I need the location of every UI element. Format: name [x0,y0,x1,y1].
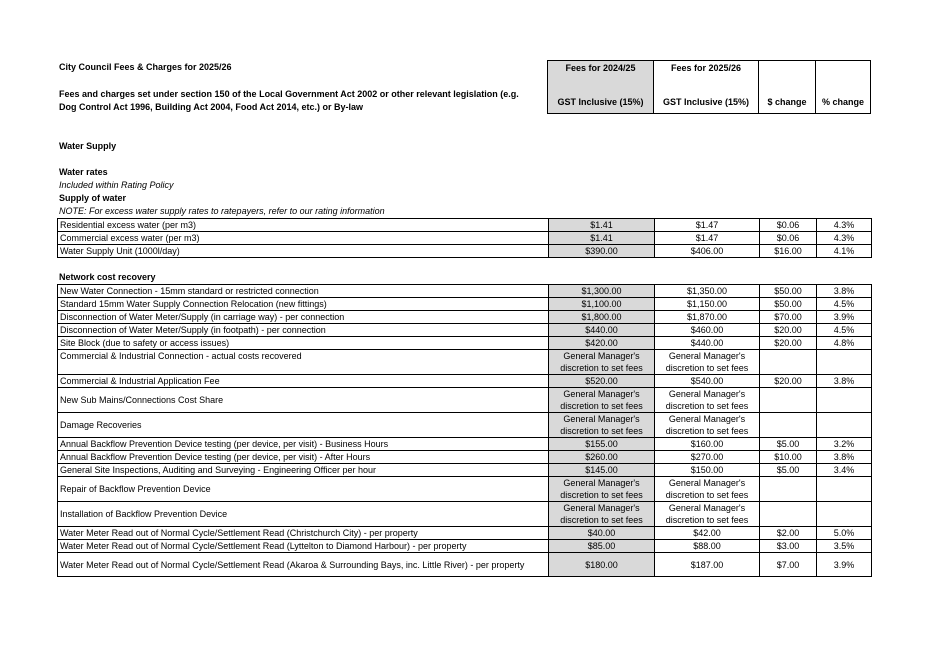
column-header-dollar-change [759,61,816,114]
fee-2025-cell: $42.00 [655,527,760,540]
gm-discretion-line2: discretion to set fees [560,515,643,525]
fee-2025-cell: $88.00 [655,540,760,553]
gm-discretion-line1: General Manager's [668,414,746,424]
fee-2025-cell: $406.00 [655,245,760,258]
row-description: Annual Backflow Prevention Device testing (per device, per visit) - Business Hours [58,438,549,451]
page-subtitle-line1: Fees and charges set under section 150 of the Local Government Act 2002 or other relevant legislation (e.g. [59,89,519,99]
column-header-fees-2024-gst: GST Inclusive (15%) [557,97,644,107]
fee-2025-cell [655,477,760,502]
percent-change-cell [817,477,872,502]
fee-2025-cell: $440.00 [655,337,760,350]
dollar-change-cell: $50.00 [760,298,817,311]
fee-2024-cell [549,388,655,413]
row-description: Repair of Backflow Prevention Device [58,477,549,502]
fee-2024-cell: $180.00 [549,553,655,577]
row-description: Water Meter Read out of Normal Cycle/Settlement Read (Lyttelton to Diamond Harbour) - per property [58,540,549,553]
percent-change-cell: 3.8% [817,285,872,298]
column-header-dollar-change-label: $ change [767,97,807,107]
gm-discretion-line2: discretion to set fees [665,515,749,525]
table-row [58,324,872,337]
fee-2024-cell: $85.00 [549,540,655,553]
column-header-percent-change [816,61,871,114]
row-description: New Sub Mains/Connections Cost Share [58,388,549,413]
gm-discretion-line2: discretion to set fees [665,363,749,373]
dollar-change-cell [760,502,817,527]
table-row [58,553,872,577]
gm-discretion-line1: General Manager's [668,503,746,513]
fee-2025-cell: $1.47 [655,232,760,245]
dollar-change-cell: $7.00 [760,553,817,577]
percent-change-cell: 3.5% [817,540,872,553]
dollar-change-cell [760,477,817,502]
fee-2025-cell: $150.00 [655,464,760,477]
row-description: Commercial & Industrial Connection - actual costs recovered [58,350,549,375]
fee-2024-cell: $420.00 [549,337,655,350]
table-row [58,232,872,245]
column-header-percent-change-label: % change [821,97,864,107]
table-row [58,540,872,553]
gm-discretion-line1: General Manager's [668,351,746,361]
table-row [58,285,872,298]
percent-change-cell: 4.8% [817,337,872,350]
percent-change-cell: 5.0% [817,527,872,540]
gm-discretion-line1: General Manager's [668,478,746,488]
fee-2024-cell: $440.00 [549,324,655,337]
row-description: Residential excess water (per m3) [58,219,549,232]
row-description: Water Meter Read out of Normal Cycle/Settlement Read (Christchurch City) - per property [58,527,549,540]
row-description: Water Meter Read out of Normal Cycle/Settlement Read (Akaroa & Surrounding Bays, inc. Little River) - per property [58,553,549,577]
percent-change-cell: 3.9% [817,553,872,577]
fee-2024-cell [549,502,655,527]
fee-2024-cell: $155.00 [549,438,655,451]
fee-2025-cell [655,413,760,438]
gm-discretion-line1: General Manager's [563,351,640,361]
table-row [58,375,872,388]
dollar-change-cell: $50.00 [760,285,817,298]
fee-2024-cell: $1.41 [549,219,655,232]
percent-change-cell: 4.5% [817,298,872,311]
gm-discretion-line2: discretion to set fees [560,490,643,500]
row-description: Site Block (due to safety or access issues) [58,337,549,350]
fee-2025-cell: $1.47 [655,219,760,232]
table-row [58,337,872,350]
fee-2025-cell: $270.00 [655,451,760,464]
gm-discretion-line1: General Manager's [563,414,640,424]
gm-discretion-line1: General Manager's [563,389,640,399]
fee-2024-cell: $145.00 [549,464,655,477]
fee-2024-cell: $1,100.00 [549,298,655,311]
table-row [58,502,872,527]
gm-discretion-line2: discretion to set fees [560,426,643,436]
fee-2024-cell: $390.00 [549,245,655,258]
fee-2025-cell: $160.00 [655,438,760,451]
dollar-change-cell: $5.00 [760,464,817,477]
row-description: Standard 15mm Water Supply Connection Relocation (new fittings) [58,298,549,311]
percent-change-cell: 4.1% [817,245,872,258]
row-description: General Site Inspections, Auditing and Surveying - Engineering Officer per hour [58,464,549,477]
row-description: Water Supply Unit (1000l/day) [58,245,549,258]
fee-2025-cell: $540.00 [655,375,760,388]
row-description: Commercial & Industrial Application Fee [58,375,549,388]
dollar-change-cell: $16.00 [760,245,817,258]
page-title: City Council Fees & Charges for 2025/26 [59,62,232,72]
row-description: Disconnection of Water Meter/Supply (in footpath) - per connection [58,324,549,337]
fee-2025-cell [655,350,760,375]
dollar-change-cell: $20.00 [760,337,817,350]
dollar-change-cell: $0.06 [760,219,817,232]
network-cost-table [57,284,872,577]
dollar-change-cell: $5.00 [760,438,817,451]
percent-change-cell: 3.9% [817,311,872,324]
dollar-change-cell [760,388,817,413]
dollar-change-cell: $3.00 [760,540,817,553]
fee-2024-cell: $1,800.00 [549,311,655,324]
section-heading: Water Supply [59,141,117,151]
supply-of-water-heading: Supply of water [59,193,127,203]
fee-2025-cell [655,502,760,527]
row-description: Commercial excess water (per m3) [58,232,549,245]
dollar-change-cell [760,350,817,375]
fee-2025-cell [655,388,760,413]
percent-change-cell [817,388,872,413]
fee-2024-cell: $1.41 [549,232,655,245]
column-header-fees-2025-gst: GST Inclusive (15%) [662,97,750,107]
gm-discretion-line2: discretion to set fees [665,401,749,411]
row-description: Annual Backflow Prevention Device testing (per device, per visit) - After Hours [58,451,549,464]
supply-of-water-table [57,218,872,258]
gm-discretion-line2: discretion to set fees [560,401,643,411]
percent-change-cell: 4.5% [817,324,872,337]
table-row [58,350,872,375]
fee-2025-cell: $187.00 [655,553,760,577]
fee-2024-cell: $520.00 [549,375,655,388]
percent-change-cell [817,502,872,527]
percent-change-cell: 3.8% [817,375,872,388]
table-row [58,438,872,451]
table-row [58,451,872,464]
gm-discretion-line2: discretion to set fees [665,426,749,436]
table-row [58,388,872,413]
column-header-table [547,60,871,114]
gm-discretion-line2: discretion to set fees [560,363,643,373]
row-description: New Water Connection - 15mm standard or restricted connection [58,285,549,298]
table-row [58,477,872,502]
dollar-change-cell [760,413,817,438]
table-row [58,527,872,540]
page-subtitle-line2: Dog Control Act 1996, Building Act 2004, Food Act 2014, etc.) or By-law [59,102,364,112]
fee-2025-cell: $460.00 [655,324,760,337]
row-description: Installation of Backflow Prevention Device [58,502,549,527]
column-header-fees-2025 [654,61,759,114]
dollar-change-cell: $2.00 [760,527,817,540]
gm-discretion-line1: General Manager's [668,389,746,399]
percent-change-cell: 3.4% [817,464,872,477]
row-description: Damage Recoveries [58,413,549,438]
dollar-change-cell: $20.00 [760,324,817,337]
fee-2024-cell: $1,300.00 [549,285,655,298]
percent-change-cell: 3.8% [817,451,872,464]
fee-2025-cell: $1,870.00 [655,311,760,324]
fee-2024-cell [549,477,655,502]
percent-change-cell [817,350,872,375]
gm-discretion-line1: General Manager's [563,478,640,488]
column-header-fees-2025-title: Fees for 2025/26 [670,63,742,73]
percent-change-cell: 4.3% [817,232,872,245]
table-row [58,311,872,324]
percent-change-cell [817,413,872,438]
dollar-change-cell: $20.00 [760,375,817,388]
dollar-change-cell: $70.00 [760,311,817,324]
table-row [58,298,872,311]
supply-of-water-note: NOTE: For excess water supply rates to ratepayers, refer to our rating information [59,206,385,216]
water-rates-heading: Water rates [59,167,108,177]
percent-change-cell: 4.3% [817,219,872,232]
dollar-change-cell: $0.06 [760,232,817,245]
percent-change-cell: 3.2% [817,438,872,451]
table-row [58,413,872,438]
fee-2024-cell: $40.00 [549,527,655,540]
gm-discretion-line2: discretion to set fees [665,490,749,500]
fee-2025-cell: $1,350.00 [655,285,760,298]
row-description: Disconnection of Water Meter/Supply (in carriage way) - per connection [58,311,549,324]
table-row [58,245,872,258]
column-header-fees-2024-title: Fees for 2024/25 [565,63,636,73]
table-row [58,219,872,232]
dollar-change-cell: $10.00 [760,451,817,464]
column-header-fees-2024 [548,61,654,114]
fee-2025-cell: $1,150.00 [655,298,760,311]
fee-2024-cell [549,350,655,375]
water-rates-note: Included within Rating Policy [59,180,174,190]
fee-2024-cell [549,413,655,438]
table-row [58,464,872,477]
gm-discretion-line1: General Manager's [563,503,640,513]
fee-2024-cell: $260.00 [549,451,655,464]
network-heading: Network cost recovery [59,272,156,282]
